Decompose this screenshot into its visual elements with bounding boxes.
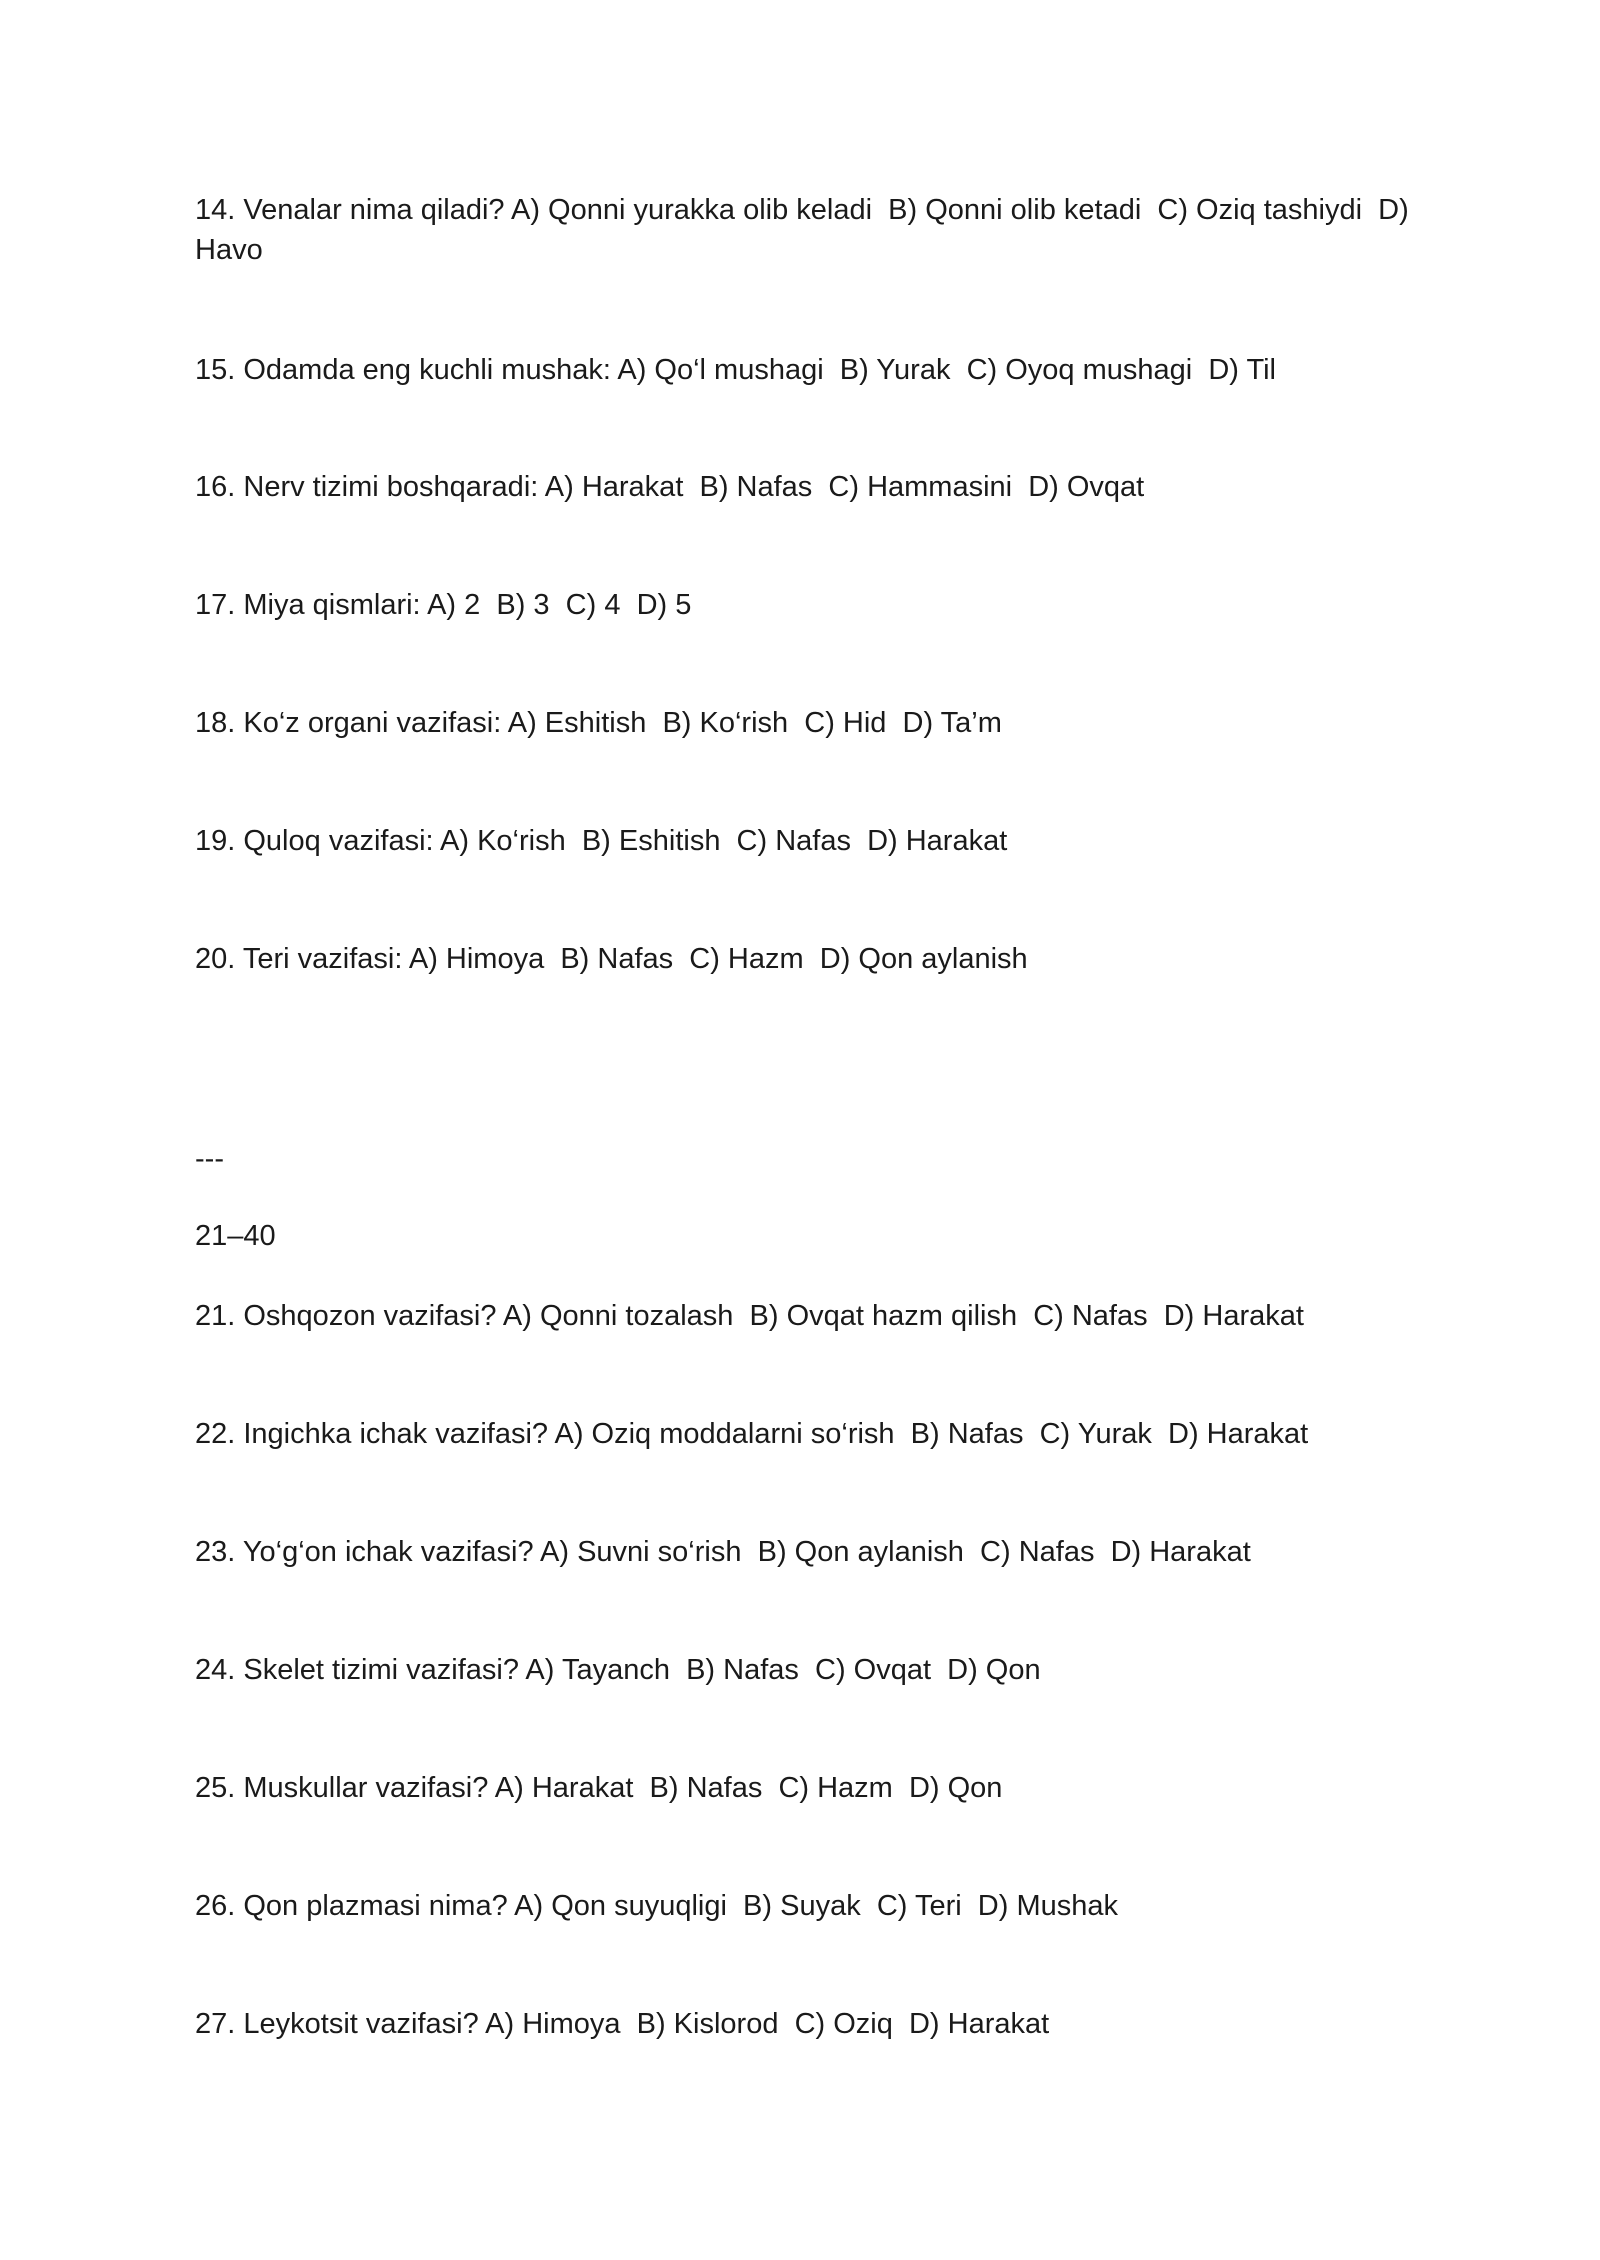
question-23: 23. Yo‘g‘on ichak vazifasi? A) Suvni so‘rish B) Qon aylanish C) Nafas D) Harakat <box>195 1536 1251 1568</box>
question-18: 18. Ko‘z organi vazifasi: A) Eshitish B) Ko‘rish C) Hid D) Ta’m <box>195 707 1002 739</box>
question-20: 20. Teri vazifasi: A) Himoya B) Nafas C) Hazm D) Qon aylanish <box>195 943 1028 975</box>
question-14: 14. Venalar nima qiladi? A) Qonni yurakka olib keladi B) Qonni olib ketadi C) Oziq tashiydi D) Havo <box>195 194 1417 266</box>
question-25: 25. Muskullar vazifasi? A) Harakat B) Nafas C) Hazm D) Qon <box>195 1772 1003 1804</box>
section-heading: 21–40 <box>195 1220 276 1252</box>
question-19: 19. Quloq vazifasi: A) Ko‘rish B) Eshitish C) Nafas D) Harakat <box>195 825 1008 857</box>
question-27: 27. Leykotsit vazifasi? A) Himoya B) Kislorod C) Oziq D) Harakat <box>195 2008 1050 2040</box>
question-21: 21. Oshqozon vazifasi? A) Qonni tozalash B) Ovqat hazm qilish C) Nafas D) Harakat <box>195 1300 1304 1332</box>
question-16: 16. Nerv tizimi boshqaradi: A) Harakat B) Nafas C) Hammasini D) Ovqat <box>195 471 1145 503</box>
separator: --- <box>195 1143 224 1175</box>
question-26: 26. Qon plazmasi nima? A) Qon suyuqligi B) Suyak C) Teri D) Mushak <box>195 1890 1119 1922</box>
question-24: 24. Skelet tizimi vazifasi? A) Tayanch B) Nafas C) Ovqat D) Qon <box>195 1654 1041 1686</box>
question-17: 17. Miya qismlari: A) 2 B) 3 C) 4 D) 5 <box>195 589 692 621</box>
question-15: 15. Odamda eng kuchli mushak: A) Qo‘l mushagi B) Yurak C) Oyoq mushagi D) Til <box>195 354 1276 386</box>
question-22: 22. Ingichka ichak vazifasi? A) Oziq moddalarni so‘rish B) Nafas C) Yurak D) Harakat <box>195 1418 1309 1450</box>
